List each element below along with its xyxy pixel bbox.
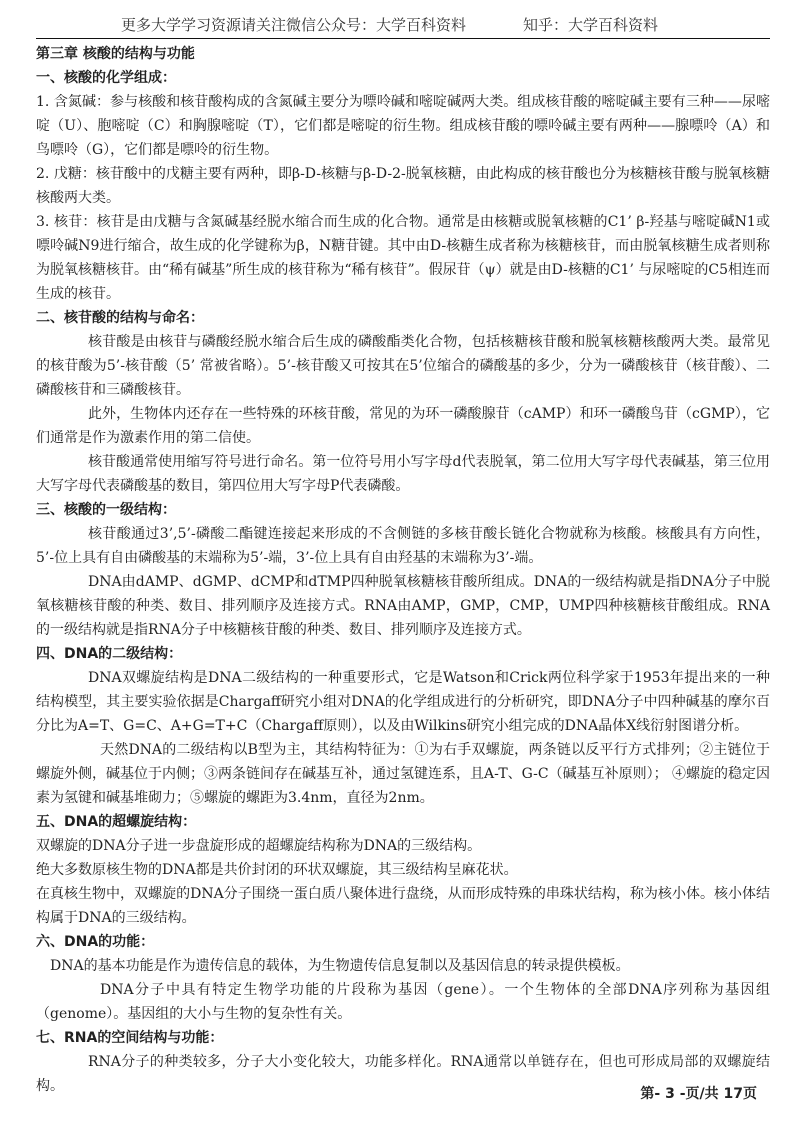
section-heading: 一、核酸的化学组成：: [36, 70, 176, 86]
section-heading: 四、DNA的二级结构：: [36, 646, 183, 662]
page-number: 第- 3 -页/共 17页: [640, 1086, 757, 1102]
paragraph: DNA由dAMP、dGMP、dCMP和dTMP四种脱氧核糖核苷酸所组成。DNA的一级结构就是指DNA分子中脱氧核糖核苷酸的种类、数目、排列顺序及连接方式。RNA由AMP，GMP，CMP，UMP四种核糖核苷酸组成。RNA的一级结构就是指RNA分子中核糖核苷酸的种类、数目、排列顺序及连接方式。: [36, 574, 770, 638]
paragraph: 天然DNA的二级结构以B型为主，其结构特征为：①为右手双螺旋，两条链以反平行方式排列；②主链位于螺旋外侧，碱基位于内侧；③两条链间存在碱基互补，通过氢键连系，且A-T、G-C（碱基互补原则）； ④螺旋的稳定因素为氢键和碱基堆砌力；⑤螺旋的螺距为3.4nm，直径为2nm。: [36, 742, 771, 806]
paragraph: DNA的基本功能是作为遗传信息的载体，为生物遗传信息复制以及基因信息的转录提供模板。: [50, 958, 630, 974]
paragraph: DNA双螺旋结构是DNA二级结构的一种重要形式，它是Watson和Crick两位科学家于1953年提出来的一种结构模型，其主要实验依据是Chargaff研究小组对DNA的化学组成进行的分析研究，即DNA分子中四种碱基的摩尔百分比为A=T、G=C、A+G=T+C（Chargaff原则），以及由Wilkins研究小组完成的DNA晶体X线衍射图谱分析。: [36, 670, 770, 734]
page-header: [36, 12, 770, 39]
section-heading: 六、DNA的功能：: [36, 934, 155, 950]
paragraph: 2. 戊糖：核苷酸中的戊糖主要有两种，即β-D-核糖与β-D-2-脱氧核糖，由此构成的核苷酸也分为核糖核苷酸与脱氧核糖核酸两大类。: [36, 166, 770, 206]
document-body: [36, 42, 770, 1098]
header-zhihu-note: 知乎：大学百科资料: [523, 16, 659, 34]
paragraph: 此外，生物体内还存在一些特殊的环核苷酸，常见的为环一磷酸腺苷（cAMP）和环一磷酸鸟苷（cGMP），它们通常是作为激素作用的第二信使。: [36, 406, 770, 446]
paragraph: RNA分子的种类较多，分子大小变化较大，功能多样化。RNA通常以单链存在，但也可形成局部的双螺旋结构。: [36, 1054, 770, 1094]
section-heading: 七、RNA的空间结构与功能：: [36, 1030, 224, 1046]
chapter-title: 第三章 核酸的结构与功能: [36, 46, 195, 62]
paragraph: 绝大多数原核生物的DNA都是共价封闭的环状双螺旋，其三级结构呈麻花状。: [36, 862, 518, 878]
section-heading: 五、DNA的超螺旋结构：: [36, 814, 197, 830]
section-heading: 三、核酸的一级结构：: [36, 502, 176, 518]
paragraph: 核苷酸通过3’,5’-磷酸二酯键连接起来形成的不含侧链的多核苷酸长链化合物就称为核酸。核酸具有方向性，5’-位上具有自由磷酸基的末端称为5’-端，3’-位上具有自由羟基的末端称为3’-端。: [36, 526, 770, 566]
paragraph: 在真核生物中，双螺旋的DNA分子围绕一蛋白质八聚体进行盘绕，从而形成特殊的串珠状结构，称为核小体。核小体结构属于DNA的三级结构。: [36, 886, 770, 926]
header-wechat-note: 更多大学学习资源请关注微信公众号：大学百科资料: [121, 16, 467, 34]
paragraph: 核苷酸是由核苷与磷酸经脱水缩合后生成的磷酸酯类化合物，包括核糖核苷酸和脱氧核糖核酸两大类。最常见的核苷酸为5’-核苷酸（5’ 常被省略）。5’-核苷酸又可按其在5’位缩合的磷酸基的多少，分为一磷酸核苷（核苷酸）、二磷酸核苷和三磷酸核苷。: [36, 334, 770, 398]
paragraph: DNA分子中具有特定生物学功能的片段称为基因（gene）。一个生物体的全部DNA序列称为基因组（genome）。基因组的大小与生物的复杂性有关。: [36, 982, 770, 1022]
paragraph: 1. 含氮碱：参与核酸和核苷酸构成的含氮碱主要分为嘌呤碱和嘧啶碱两大类。组成核苷酸的嘧啶碱主要有三种——尿嘧啶（U）、胞嘧啶（C）和胸腺嘧啶（T），它们都是嘧啶的衍生物。组成核苷酸的嘌呤碱主要有两种——腺嘌呤（A）和鸟嘌呤（G），它们都是嘌呤的衍生物。: [36, 94, 770, 158]
section-heading: 二、核苷酸的结构与命名：: [36, 310, 204, 326]
paragraph: 3. 核苷：核苷是由戊糖与含氮碱基经脱水缩合而生成的化合物。通常是由核糖或脱氧核糖的C1’ β-羟基与嘧啶碱N1或嘌呤碱N9进行缩合，故生成的化学键称为β，N糖苷键。其中由D-核糖生成者称为核糖核苷，而由脱氧核糖生成者则称为脱氧核糖核苷。由“稀有碱基”所生成的核苷称为“稀有核苷”。假尿苷（ψ）就是由D-核糖的C1’ 与尿嘧啶的C5相连而生成的核苷。: [36, 214, 770, 302]
paragraph: 双螺旋的DNA分子进一步盘旋形成的超螺旋结构称为DNA的三级结构。: [36, 838, 482, 854]
paragraph: 核苷酸通常使用缩写符号进行命名。第一位符号用小写字母d代表脱氧，第二位用大写字母代表碱基，第三位用大写字母代表磷酸基的数目，第四位用大写字母P代表磷酸。: [36, 454, 770, 494]
